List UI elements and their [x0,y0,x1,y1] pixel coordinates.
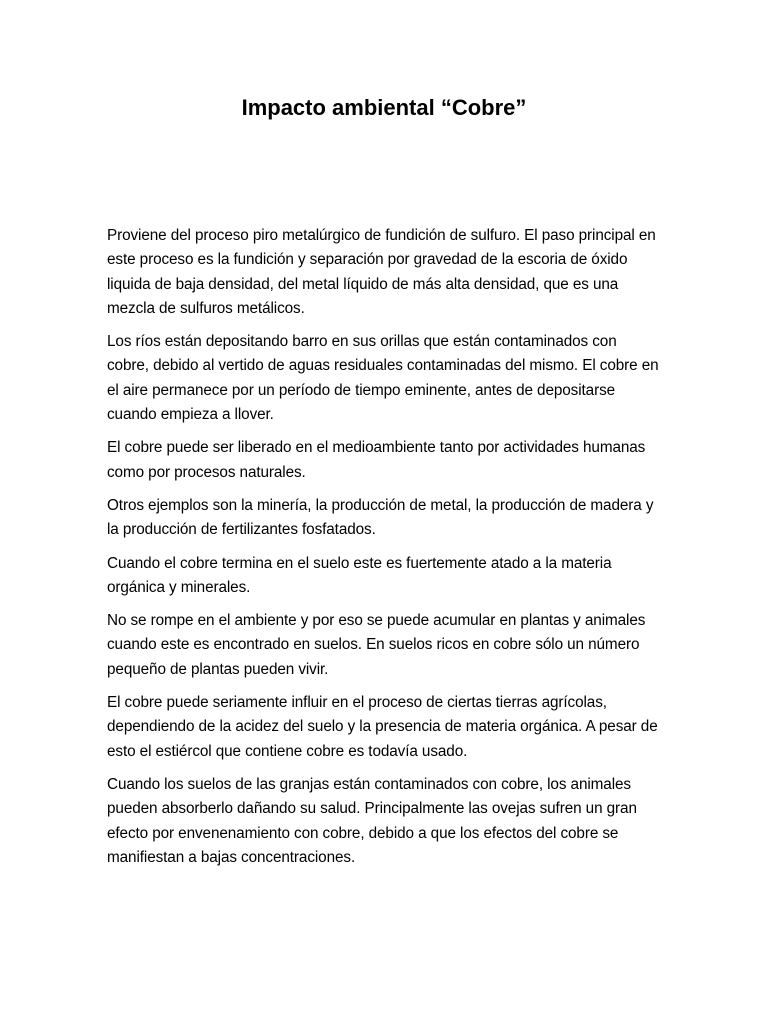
paragraph-2: Los ríos están depositando barro en sus orillas que están contaminados con cobre, debido al vertido de aguas residuales contaminadas del mismo. El cobre en el aire permanece por un período de tiempo eminente, antes de depositarse cuando empieza a llover. [107,333,659,424]
paragraph-8: Cuando los suelos de las granjas están contaminados con cobre, los animales pueden absorberlo dañando su salud. Principalmente las ovejas sufren un gran efecto por envenenamiento con cobre, debido a que los efectos del cobre se manifiestan a bajas concentraciones. [107,775,637,866]
document-title: Impacto ambiental “Cobre” [241,95,527,120]
paragraph-4: Otros ejemplos son la minería, la producción de metal, la producción de madera y la producción de fertilizantes fosfatados. [107,496,654,539]
document-body [107,224,662,879]
paragraph-6: No se rompe en el ambiente y por eso se puede acumular en plantas y animales cuando este es encontrado en suelos. En suelos ricos en cobre sólo un número pequeño de plantas pueden vivir. [107,612,646,678]
paragraph-1: Proviene del proceso piro metalúrgico de fundición de sulfuro. El paso principal en este proceso es la fundición y separación por gravedad de la escoria de óxido liquida de baja densidad, del metal líquido de más alta densidad, que es una mezcla de sulfuros metálicos. [107,227,656,317]
paragraph-3: El cobre puede ser liberado en el medioambiente tanto por actividades humanas como por procesos naturales. [107,439,646,481]
paragraph-5: Cuando el cobre termina en el suelo este es fuertemente atado a la materia orgánica y minerales. [107,554,612,596]
paragraph-7: El cobre puede seriamente influir en el proceso de ciertas tierras agrícolas, dependiendo de la acidez del suelo y la presencia de materia orgánica. A pesar de esto el estiércol que contiene cobre es todavía usado. [107,694,658,760]
